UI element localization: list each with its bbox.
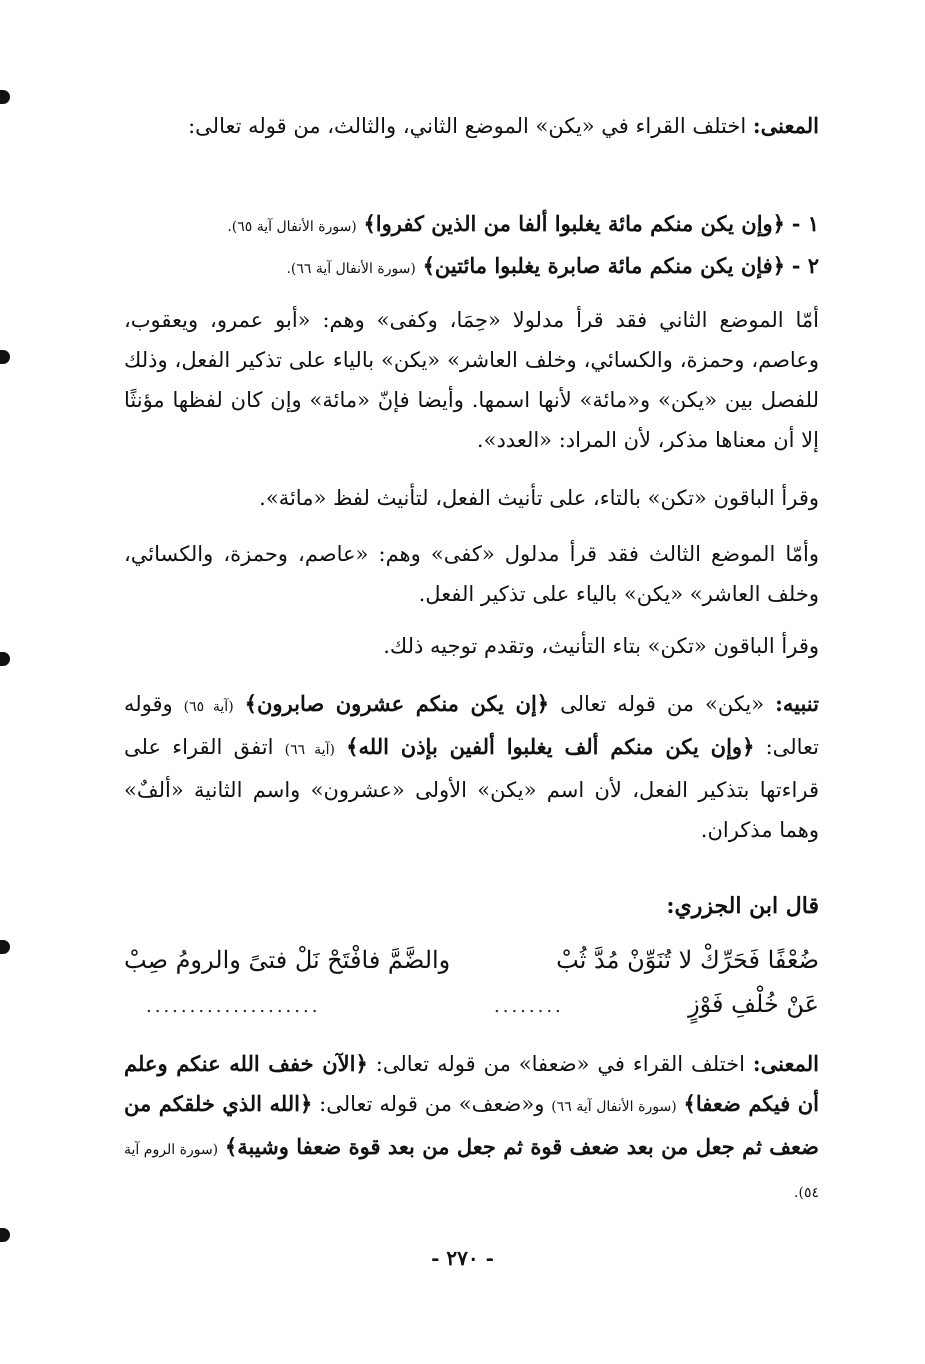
- verse-text: ﴿وإن يكن منكم مائة يغلبوا ألفا من الذين كفروا﴾: [363, 211, 785, 236]
- verse-reference: (سورة الروم آية ٥٤).: [124, 1142, 819, 1201]
- verse-number: ٢ -: [791, 253, 819, 278]
- paragraph-text: و«ضعف» من قوله تعالى:: [319, 1092, 545, 1116]
- verse-text: ﴿فإن يكن منكم مائة صابرة يغلبوا مائتين﴾: [422, 253, 785, 278]
- poem-ellipsis-right: ........: [494, 996, 564, 1017]
- verse-item-1: [124, 204, 819, 247]
- poem-line-2-text: عَنْ خُلْفِ فَوْزٍ: [688, 990, 819, 1018]
- verse-reference: (آية ٦٦): [284, 742, 335, 758]
- verse-text: ﴿إن يكن منكم عشرون صابرون﴾: [244, 691, 550, 716]
- paragraph-second-position: [124, 300, 819, 460]
- verse-reference: (سورة الأنفال آية ٦٥).: [227, 219, 357, 235]
- paragraph-note: [124, 684, 819, 850]
- verse-reference: (سورة الأنفال آية ٦٦).: [286, 261, 416, 277]
- binding-mark: [0, 350, 10, 364]
- paragraph-text: وقرأ الباقون «تكن» بالتاء، على تأنيث الفعل، لتأنيث لفظ «مائة».: [259, 486, 819, 510]
- verse-text: ﴿الله الذي خلقكم من ضعف ثم جعل من بعد ضعف قوة ثم جعل من بعد قوة ضعفا وشيبة﴾: [124, 1091, 819, 1159]
- poem-ellipsis-left: ....................: [146, 996, 321, 1017]
- binding-mark: [0, 1228, 10, 1242]
- verse-item-2: [124, 246, 819, 289]
- verse-text: ﴿وإن يكن منكم ألف يغلبوا ألفين بإذن الله﴾: [346, 734, 755, 759]
- verse-reference: (سورة الأنفال آية ٦٦): [551, 1099, 677, 1115]
- binding-mark: [0, 940, 10, 954]
- poem-hemistich-1: ضُعْفًا فَحَرِّكْ لا تُنَوِّنْ مُدَّ ثُبْ: [556, 946, 819, 974]
- paragraph-others-reading-2: [124, 626, 819, 666]
- verse-number: ١ -: [791, 211, 819, 236]
- paragraph-text: اختلف القراء في «يكن» الموضع الثاني، والثالث، من قوله تعالى:: [188, 114, 747, 138]
- note-text: اتفق القراء على قراءتها بتذكير الفعل، لأن اسم «يكن» الأولى «عشرون» واسم الثانية «ألفٌ» وهما مذكران.: [124, 735, 819, 842]
- paragraph-meaning-1: [124, 106, 819, 146]
- note-label: تنبيه:: [775, 691, 819, 716]
- note-text: وقوله تعالى:: [124, 692, 819, 759]
- meaning-label: المعنى:: [752, 1051, 819, 1076]
- paragraph-meaning-2: [124, 1044, 819, 1213]
- section-heading: قال ابن الجزري:: [666, 893, 819, 919]
- verse-reference: (آية ٦٥): [183, 699, 234, 715]
- verse-text: ﴿الآن خفف الله عنكم وعلم أن فيكم ضعفا﴾: [124, 1051, 820, 1116]
- poem-hemistich-2: والضَّمَّ فافْتَحْ نَلْ فتىً والرومُ صِبْ: [124, 946, 451, 974]
- paragraph-text: اختلف القراء في «ضعفا» من قوله تعالى:: [375, 1052, 745, 1076]
- binding-mark: [0, 90, 10, 104]
- paragraph-third-position: [124, 534, 819, 614]
- note-text: «يكن» من قوله تعالى: [560, 692, 765, 716]
- meaning-label: المعنى:: [752, 113, 819, 138]
- binding-mark: [0, 652, 10, 666]
- paragraph-text: وقرأ الباقون «تكن» بتاء التأنيث، وتقدم توجيه ذلك.: [383, 634, 819, 658]
- paragraph-others-reading: [124, 478, 819, 518]
- page-number: - ٢٧٠ -: [431, 1246, 494, 1270]
- paragraph-text: وأمّا الموضع الثالث فقد قرأ مدلول «كفى» وهم: «عاصم، وحمزة، والكسائي، وخلف العاشر» «يكن» بالياء على تذكير الفعل.: [124, 542, 819, 606]
- paragraph-text: أمّا الموضع الثاني فقد قرأ مدلولا «حِمَا، وكفى» وهم: «أبو عمرو، ويعقوب، وعاصم، وحمزة، والكسائي، وخلف العاشر» «يكن» بالياء على تذكير الفعل، وذلك للفصل بين «يكن» و«مائة» لأنها اسمها. وأيضا فإنّ «مائة» وإن كان لفظها مؤنثًا إلا أن معناها مذكر، لأن المراد: «العدد».: [124, 308, 819, 452]
